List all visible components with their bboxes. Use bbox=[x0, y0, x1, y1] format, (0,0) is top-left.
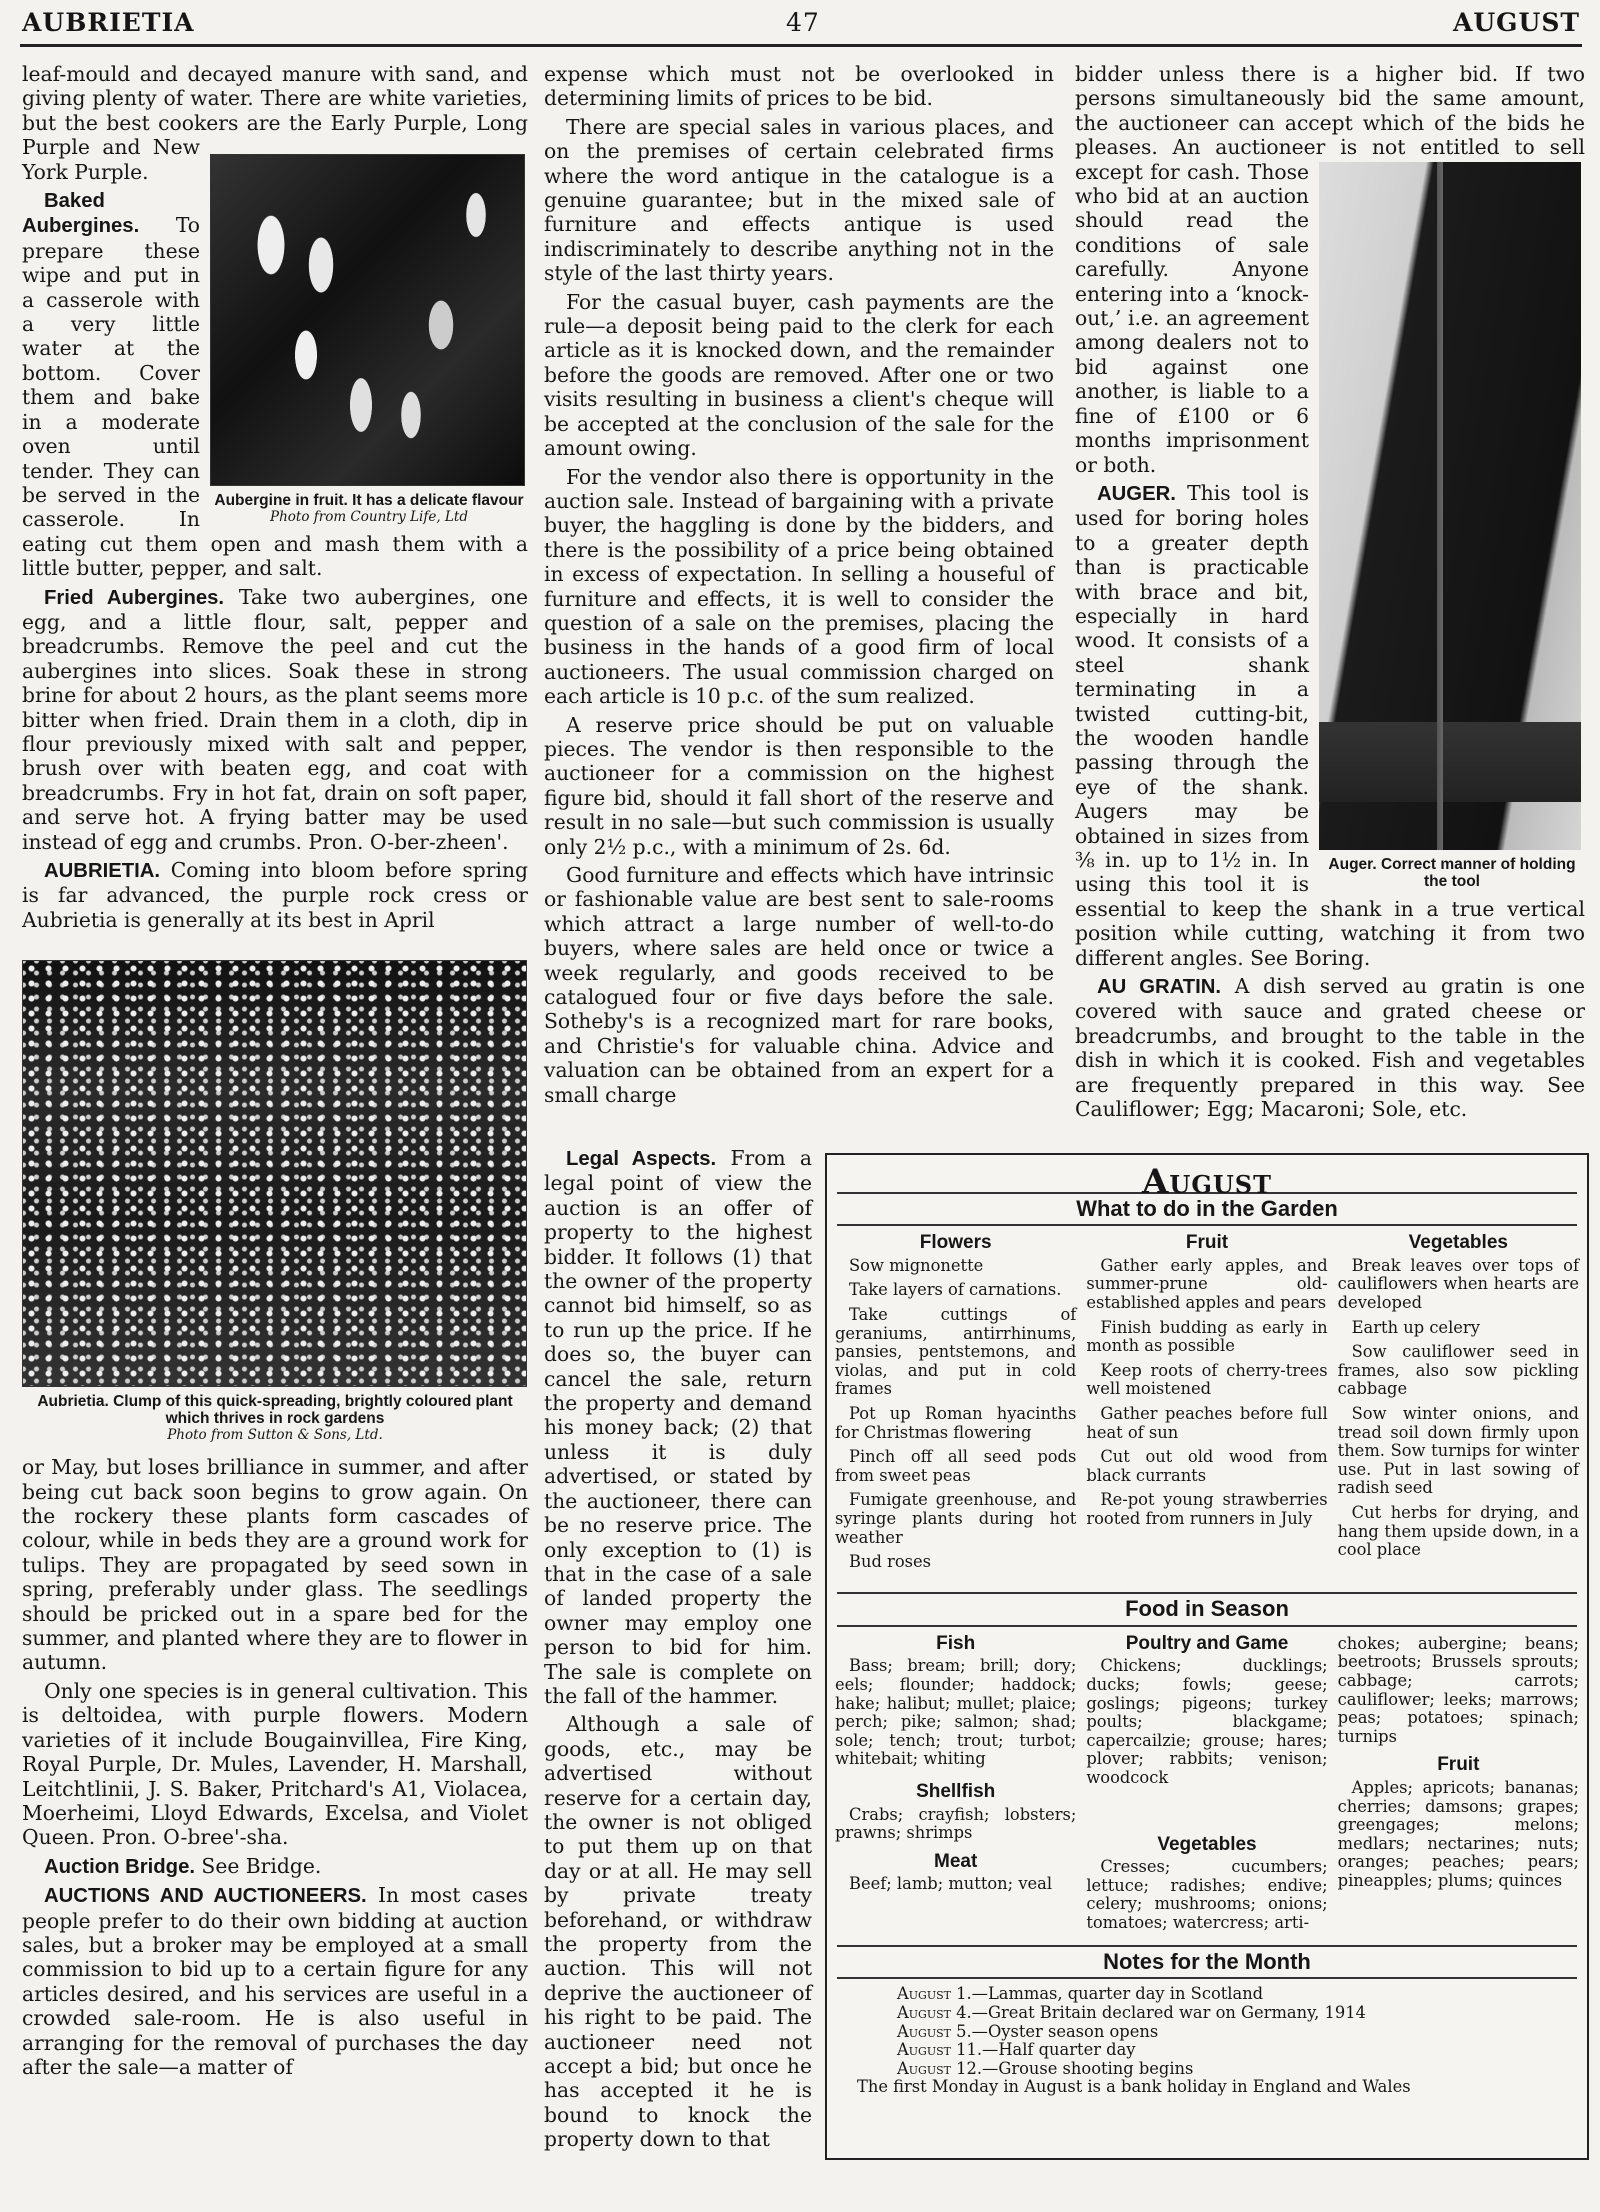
food-columns bbox=[827, 1632, 1587, 1945]
paragraph-text: Take two aubergines, one egg, and a little flour, salt, pepper and breadcrumbs. Remove the peel and cut the aubergines into slices. Soak these in strong brine for about 2 hours, as the plant seems more bitter when fried. Drain them in a cloth, dip in flour previously mixed with salt and pepper, brush over with beaten egg, and coat with breadcrumbs. Fry in hot fat, drain on soft paper, and serve hot. A frying batter may be used instead of egg and crumbs. Pron. O-ber-zheen'. bbox=[22, 584, 529, 854]
middle-column-lower bbox=[544, 1146, 812, 2156]
food-fruit-heading: Fruit bbox=[1437, 1754, 1480, 1776]
notes-footer: The first Monday in August is a bank holiday in England and Wales bbox=[857, 2077, 1411, 2097]
paragraph-text: To prepare these wipe and put in a casserole with a very little water at the bottom. Cover them and bake in a moderate oven until tender. They can be served in the casserole. In eating cut them open and mash them with a little butter, pepper, and salt. bbox=[22, 213, 528, 581]
aubergine-photo bbox=[210, 154, 525, 486]
article-paragraph bbox=[22, 1883, 528, 2079]
figure-credit: Photo from Sutton & Sons, Ltd. bbox=[167, 1427, 383, 1444]
right-column bbox=[1075, 62, 1585, 1125]
article-paragraph bbox=[544, 863, 1054, 1107]
box-title: August bbox=[1142, 1162, 1272, 1202]
figure-caption: Aubrietia. Clump of this quick-spreading, brightly coloured plant which thrives in rock gardens bbox=[37, 1393, 513, 1428]
paragraph-text: See Bridge. bbox=[194, 1853, 322, 1878]
article-paragraph bbox=[544, 713, 1054, 859]
entry-heading: Legal Aspects. bbox=[566, 1148, 717, 1170]
note-item: August 11.—Half quarter day bbox=[897, 2040, 1136, 2060]
garden-columns bbox=[827, 1234, 1587, 1592]
food-vegetables-continued: chokes; aubergine; beans; beetroots; Brussels sprouts; cabbage; carrots; cauliflower; leeks; marrows; peas; potatoes; spinach; turnips bbox=[1337, 1633, 1579, 1746]
fish-list: Bass; bream; brill; dory; eels; flounder; haddock; hake; halibut; mullet; plaice; perch; pike; salmon; shad; sole; tench; trout; turbot; whitebait; whiting bbox=[835, 1656, 1077, 1769]
note-item: August 1.—Lammas, quarter day in Scotland bbox=[897, 1984, 1264, 2004]
garden-task: Pot up Roman hyacinths for Christmas flowering bbox=[835, 1403, 1077, 1442]
paragraph-text: For the vendor also there is opportunity in the auction sale. Instead of bargaining with a private buyer, the haggling is done by the bidders, and there is the possibility of a price being obtained in excess of expectation. In selling a houseful of furniture and effects, it is well to consider the question of a sale on the premises, placing the business in the hands of a good firm of local auctioneers. The usual commission charged on each article is 10 p.c. of the sum realized. bbox=[544, 464, 1054, 709]
garden-fruit bbox=[1086, 1234, 1327, 1592]
garden-task: Pinch off all seed pods from sweet peas bbox=[835, 1447, 1077, 1485]
paragraph-text: A reserve price should be put on valuable pieces. The vendor is then responsible to the auctioneer for a commission on the highest figure bid, should it fall short of the reserve and result in no sale—but such commission is usually only 2½ p.c., with a minimum of 2s. 6d. bbox=[544, 712, 1054, 859]
article-paragraph bbox=[544, 290, 1054, 461]
note-item: August 5.—Oyster season opens bbox=[897, 2021, 1159, 2041]
garden-task: Earth up celery bbox=[1351, 1317, 1480, 1337]
note-item: August 4.—Great Britain declared war on Germany, 1914 bbox=[897, 2002, 1366, 2022]
notes-list bbox=[827, 1979, 1587, 2078]
paragraph-text: Good furniture and effects which have intrinsic or fashionable value are best sent to sale-rooms which attract a large number of well-to-do buyers, where sales are held once or twice a week regularly, and goods received to be catalogued four or five days before the sale. Sotheby's is a recognized mart for rare books, and Christie's for valuable china. Advice and valuation can be obtained from an expert for a small charge bbox=[544, 863, 1054, 1107]
garden-task: Bud roses bbox=[849, 1552, 931, 1572]
article-paragraph bbox=[22, 1455, 528, 1675]
paragraph-text: This tool is used for boring holes to a greater depth than is practicable with brace and bit, especially in hard wood. It consists of a steel shank terminating in a twisted cutting-bit, the wooden handle passing through the eye of the shank. Augers may be obtained in sizes from ⅜ in. up to 1½ in. In using this tool it is essential to keep the shank in a true vertical position while cutting, watching it from two different angles. See Boring. bbox=[1075, 480, 1585, 970]
food-vegetables-list: Cresses; cucumbers; lettuce; radishes; endive; celery; mushrooms; onions; tomatoes; watercress; arti- bbox=[1086, 1857, 1328, 1932]
entry-heading: AUGER. bbox=[1097, 482, 1176, 505]
running-head-left: AUBRIETIA bbox=[22, 8, 195, 37]
garden-heading: What to do in the Garden bbox=[1076, 1195, 1338, 1221]
aubrietia-figure bbox=[22, 960, 528, 1443]
garden-task: Take layers of carnations. bbox=[849, 1280, 1062, 1300]
paragraph-text: bidder unless there is a higher bid. If two persons simultaneously bid the same amount, the auctioneer can accept which of the bids he pleases. An auctioneer is not entitled to sell except for cash. Those who bid at an auction should read the conditions of sale carefully. Anyone entering into a ‘knock-out,’ i.e. an agreement among dealers not to bid against one another, is liable to a fine of £100 or 6 months imprisonment or both. bbox=[1075, 62, 1585, 477]
article-paragraph bbox=[22, 858, 528, 932]
august-calendar-box bbox=[825, 1153, 1589, 2160]
entry-heading: Baked Aubergines. bbox=[22, 190, 140, 238]
article-paragraph bbox=[1075, 974, 1585, 1121]
auger-figure bbox=[1319, 162, 1585, 890]
garden-task: Sow mignonette bbox=[849, 1255, 984, 1275]
entry-heading: AUBRIETIA. bbox=[44, 860, 161, 882]
garden-task: Keep roots of cherry-trees well moistened bbox=[1086, 1360, 1328, 1399]
auger-photo bbox=[1319, 162, 1581, 850]
article-paragraph bbox=[544, 1146, 812, 1708]
article-paragraph bbox=[544, 1712, 812, 2151]
garden-task: Finish budding as early in month as possible bbox=[1086, 1317, 1328, 1356]
entry-heading: AUCTIONS AND AUCTIONEERS. bbox=[44, 1885, 367, 1908]
shellfish-list: Crabs; crayfish; lobsters; prawns; shrimps bbox=[835, 1804, 1077, 1843]
paragraph-text: Only one species is in general cultivation. This is deltoidea, with purple flowers. Modern varieties of it include Bougainvillea, Fire King, Royal Purple, Dr. Mules, Lavender, H. Marshall, Leitchtlinii, J. S. Baker, Pritchard's A1, Violacea, Moerheimi, Lloyd Edwards, Excelsa, and Violet Queen. Pron. O-bree'-sha. bbox=[22, 1678, 528, 1850]
paragraph-text: From a legal point of view the auction is an offer of property to the highest bidder. It follows (1) that the owner of the property cannot bid himself, so as to run up the price. If he does so, the buyer can cancel the sale, return the property and demand his money back; (2) that unless it is duly advertised, or stated by the auctioneer, there can be no reserve price. The only exception to (1) is that in the case of a sale of landed property the owner may employ one person to bid for him. The sale is complete on the fall of the hammer. bbox=[544, 1146, 812, 1708]
article-paragraph bbox=[544, 465, 1054, 709]
aubrietia-photo bbox=[22, 960, 527, 1387]
left-column bbox=[22, 62, 528, 2083]
paragraph-text: leaf-mould and decayed manure with sand, and giving plenty of water. There are white varieties, but the best cookers are the Early Purple, Long Purple and New York Purple. bbox=[22, 62, 528, 184]
aubergine-figure bbox=[210, 154, 528, 525]
food-fruit-list: Apples; apricots; bananas; cherries; damsons; grapes; greengages; melons; medlars; nectarines; nuts; oranges; peaches; pears; pineapples; plums; quinces bbox=[1337, 1777, 1579, 1890]
figure-caption: Aubergine in fruit. It has a delicate flavour bbox=[214, 492, 524, 509]
header-rule bbox=[20, 44, 1582, 47]
garden-flowers bbox=[835, 1234, 1076, 1592]
poultry-heading: Poultry and Game bbox=[1125, 1632, 1289, 1654]
shellfish-heading: Shellfish bbox=[916, 1780, 996, 1802]
figure-credit: Photo from Country Life, Ltd bbox=[270, 509, 468, 525]
article-paragraph bbox=[544, 62, 1054, 111]
article-paragraph bbox=[22, 1854, 528, 1879]
paragraph-text: For the casual buyer, cash payments are the rule—a deposit being paid to the clerk for each article as it is knocked down, and the remainder before the goods are removed. After one or two visits resulting in business a client's cheque will be accepted at the conclusion of the sale for the amount owing. bbox=[544, 289, 1054, 461]
flowers-heading: Flowers bbox=[919, 1232, 992, 1254]
garden-task: Sow winter onions, and tread soil down firmly upon them. Sow turnips for winter use. Put in last sowing of radish seed bbox=[1337, 1403, 1579, 1498]
garden-task: Break leaves over tops of cauliflowers when hearts are developed bbox=[1337, 1255, 1579, 1312]
entry-heading: Fried Aubergines. bbox=[44, 586, 225, 609]
garden-task: Cut out old wood from black currants bbox=[1086, 1447, 1328, 1485]
running-head-right: AUGUST bbox=[1452, 8, 1580, 37]
garden-task: Take cuttings of geraniums, antirrhinums, pansies, pentstemons, and violas, and put in cold frames bbox=[835, 1304, 1077, 1399]
middle-column-upper bbox=[544, 62, 1054, 1111]
paragraph-text: In most cases people prefer to do their own bidding at auction sales, but a broker may be employed at a small commission to bid up to a certain figure for any articles desired, and his services are useful in a crowded sale-room. He is also useful in arranging for the removal of purchases the day after the sale—a matter of bbox=[22, 1883, 528, 2079]
entry-heading: Auction Bridge. bbox=[44, 1855, 195, 1878]
notes-heading: Notes for the Month bbox=[1103, 1948, 1311, 1974]
fish-heading: Fish bbox=[936, 1632, 976, 1654]
garden-task: Re-pot young strawberries rooted from runners in July bbox=[1086, 1490, 1328, 1528]
article-paragraph bbox=[22, 1679, 528, 1850]
entry-heading: AU GRATIN. bbox=[1097, 976, 1222, 999]
paragraph-text: expense which must not be overlooked in determining limits of prices to be bid. bbox=[544, 62, 1054, 111]
paragraph-text: or May, but loses brilliance in summer, and after being cut back soon begins to grow again. On the rockery these plants form cascades of colour, while in beds they are a ground work for tulips. They are propagated by seed sown in spring, preferably under glass. The seedlings should be pricked out in a spare bed for the summer, and planted where they are to flower in autumn. bbox=[22, 1455, 528, 1675]
food-vegetables-heading: Vegetables bbox=[1157, 1833, 1257, 1855]
figure-caption: Auger. Correct manner of holding the tool bbox=[1328, 856, 1576, 890]
paragraph-text: Although a sale of goods, etc., may be advertised without reserve for a certain day, the owner is not obliged to put them up on that day or at all. He may sell by private treaty beforehand, or withdraw the property from the auction. This will not deprive the auctioneer of his right to be paid. The auctioneer need not accept a bid; but once he has accepted it he is bound to knock the property down to that bbox=[544, 1712, 812, 2152]
meat-list: Beef; lamb; mutton; veal bbox=[849, 1874, 1053, 1894]
garden-task: Cut herbs for drying, and hang them upside down, in a cool place bbox=[1337, 1502, 1579, 1560]
food-heading: Food in Season bbox=[1125, 1596, 1289, 1622]
garden-task: Fumigate greenhouse, and syringe plants during hot weather bbox=[835, 1490, 1077, 1547]
meat-heading: Meat bbox=[934, 1850, 978, 1872]
note-item: August 12.—Grouse shooting begins bbox=[897, 2058, 1194, 2078]
vegetables-heading: Vegetables bbox=[1408, 1232, 1508, 1254]
garden-task: Gather early apples, and summer-prune old-established apples and pears bbox=[1086, 1255, 1328, 1312]
article-paragraph bbox=[22, 585, 528, 854]
garden-task: Gather peaches before full heat of sun bbox=[1086, 1403, 1328, 1442]
page-number: 47 bbox=[786, 8, 820, 37]
garden-vegetables bbox=[1338, 1234, 1579, 1592]
garden-task: Sow cauliflower seed in frames, also sow pickling cabbage bbox=[1337, 1342, 1579, 1399]
paragraph-text: A dish served au gratin is one covered with sauce and grated cheese or breadcrumbs, and brought to the table in the dish in which it is cooked. Fish and vegetables are frequently prepared in this way. See Cauliflower; Egg; Macaroni; Sole, etc. bbox=[1075, 974, 1585, 1122]
paragraph-text: There are special sales in various places, and on the premises of certain celebrated firms where the word antique in the catalogue is a genuine guarantee; but in the mixed sale of furniture and effects antique is used indiscriminately to describe anything not in the style of the last thirty years. bbox=[544, 114, 1054, 286]
article-paragraph bbox=[544, 115, 1054, 286]
poultry-list: Chickens; ducklings; ducks; fowls; geese; goslings; pigeons; turkey poults; blackgame; capercailzie; grouse; hares; plover; rabbits; venison; woodcock bbox=[1086, 1656, 1328, 1787]
fruit-heading: Fruit bbox=[1185, 1232, 1229, 1254]
paragraph-text: Coming into bloom before spring is far advanced, the purple rock cress or Aubrietia is generally at its best in April bbox=[22, 858, 528, 932]
